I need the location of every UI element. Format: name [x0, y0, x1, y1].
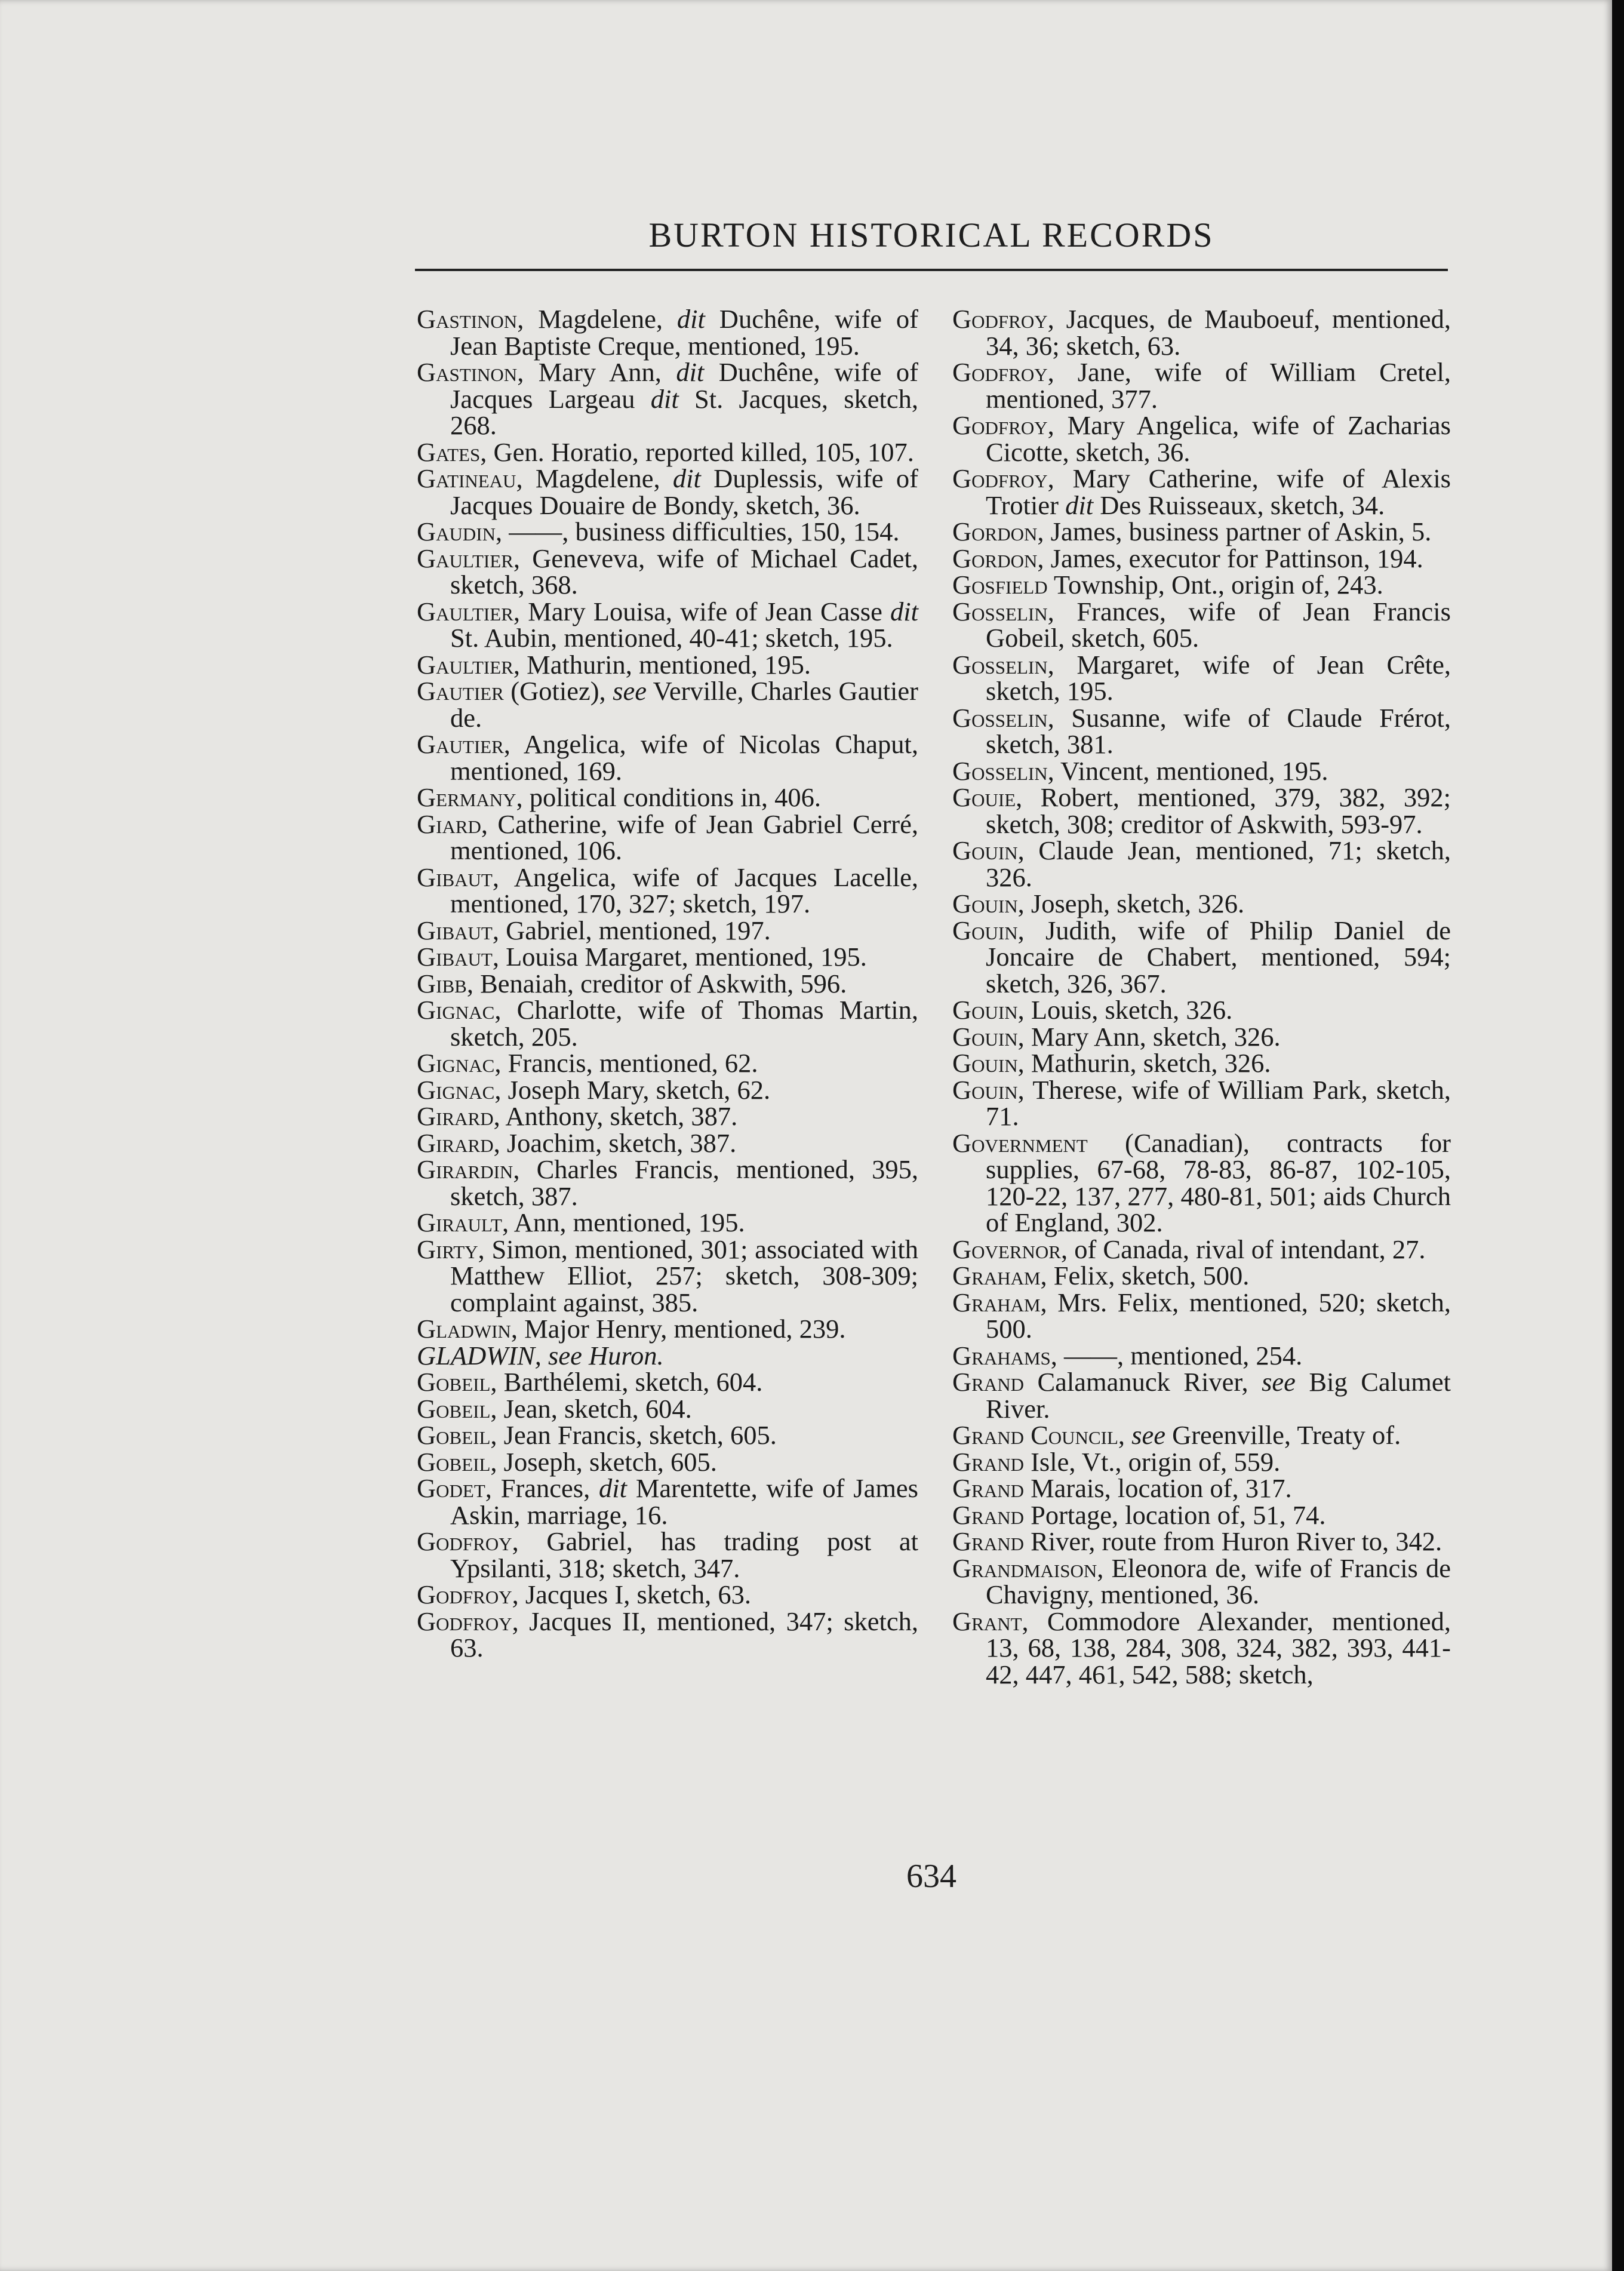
entry-heading: Gastinon [417, 304, 518, 334]
entry-italic: see [1262, 1367, 1296, 1397]
entry-text: , Margaret, wife of Jean Crête, sketch, 195. [986, 649, 1451, 706]
index-entry [952, 412, 1451, 465]
index-entry [417, 970, 918, 997]
index-entry [417, 1475, 918, 1528]
index-entry [417, 1127, 918, 1158]
index-entry [952, 571, 1451, 598]
entry-heading: Gobeil [417, 1393, 491, 1424]
entry-text: Duplessis, wife of Jacques Douaire de Bondy, sketch, 36. [450, 463, 918, 520]
entry-text: , Frances, wife of Jean Francis Gobeil, sketch, 605. [986, 596, 1451, 653]
entry-heading: Gouin [952, 889, 1018, 918]
entry-text: , Jacques II, mentioned, 347; sketch, 63. [450, 1606, 918, 1662]
entry-text: , James, business partner of Askin, 5. [1037, 517, 1432, 546]
entry-heading: Gordon [952, 543, 1038, 573]
entry-text: St. Aubin, mentioned, 40-41; sketch, 195. [450, 623, 893, 653]
entry-heading: Gosfield [952, 570, 1048, 600]
index-entry [952, 1446, 1451, 1477]
entry-text: , Jean, sketch, 604. [490, 1393, 692, 1424]
entry-heading: Government [952, 1127, 1088, 1158]
entry-heading: Girault [417, 1207, 502, 1237]
entry-heading: Giard [417, 809, 481, 839]
index-entry [417, 678, 918, 731]
entry-heading: Gautier [417, 676, 504, 706]
entry-text: St. Jacques, sketch, 268. [450, 383, 919, 440]
entry-text: , Gabriel, mentioned, 197. [492, 915, 771, 945]
entry-text: Marais, location of, 317. [1023, 1473, 1292, 1503]
entry-text: Duchêne, wife of Jacques Largeau [450, 357, 918, 414]
index-entry [952, 755, 1451, 786]
entry-text: , Mary Catherine, wife of Alexis Trotier [986, 463, 1451, 520]
index-entry [952, 1021, 1451, 1052]
entry-text: Greenville, Treaty of. [1165, 1420, 1401, 1450]
entry-heading: Gignac [417, 995, 495, 1025]
entry-heading: Godet [417, 1473, 485, 1503]
entry-text: , Mary Ann, [517, 357, 676, 387]
entry-text: , ——, business difficulties, 150, 154. [496, 517, 900, 546]
entry-italic: dit [650, 383, 679, 414]
entry-heading: Godfroy [952, 304, 1048, 334]
entry-text: , Francis, mentioned, 62. [494, 1048, 758, 1078]
entry-text: , Ann, mentioned, 195. [502, 1207, 745, 1237]
entry-heading: Grand [952, 1367, 1024, 1397]
index-entry [952, 649, 1451, 706]
entry-text: , Vincent, mentioned, 195. [1047, 755, 1328, 786]
index-entry [952, 306, 1451, 359]
entry-heading: Godfroy [952, 463, 1048, 493]
index-entry [417, 359, 918, 439]
entry-text: (Canadian), contracts for supplies, 67-68, 78-83, 86-87, 102-105, 120-22, 137, 277, 480-81, 501; aids Church of England, 302. [986, 1127, 1451, 1237]
index-entry [417, 649, 918, 680]
entry-text: , Magdelene, [517, 304, 677, 334]
index-entry [952, 1127, 1451, 1237]
running-header: BURTON HISTORICAL RECORDS [648, 216, 1214, 254]
index-entry [417, 1446, 918, 1477]
entry-text: , Gen. Horatio, reported killed, 105, 107. [480, 437, 914, 467]
entry-heading: Grant [952, 1606, 1022, 1636]
entry-text: , Commodore Alexander, mentioned, 13, 68, 138, 284, 308, 324, 382, 393, 441-42, 447, 461, 542, 588; sketch, [986, 1606, 1451, 1689]
page-number: 634 [906, 1858, 956, 1895]
entry-text: , Frances, [485, 1473, 599, 1503]
entry-heading: Girard [417, 1127, 494, 1158]
entry-text: , Benaiah, creditor of Askwith, 596. [466, 968, 847, 998]
entry-italic: see [1131, 1420, 1165, 1450]
index-entry [417, 944, 918, 970]
index-entry [417, 1209, 918, 1236]
entry-heading: Gaultier [417, 543, 513, 573]
entry-heading: Godfroy [952, 357, 1048, 387]
index-entry [417, 917, 918, 944]
index-entry [952, 1608, 1451, 1688]
entry-text: Verville, Charles Gautier de. [450, 676, 918, 733]
index-entry [417, 1369, 918, 1396]
entry-text: , Mrs. Felix, mentioned, 520; sketch, 500. [986, 1287, 1451, 1344]
entry-text: Township, Ont., origin of, 243. [1047, 570, 1383, 600]
index-entry [952, 702, 1451, 759]
index-entry [952, 890, 1451, 917]
entry-heading: Gignac [417, 1074, 495, 1105]
entry-text: , Geneveva, wife of Michael Cadet, sketch, 368. [450, 543, 918, 600]
index-entry [417, 731, 918, 784]
entry-text: , Charlotte, wife of Thomas Martin, sketch, 205. [450, 995, 918, 1052]
index-column-left [417, 306, 918, 1661]
entry-text: , ——, mentioned, 254. [1050, 1340, 1303, 1370]
index-entry [952, 997, 1451, 1024]
index-entry [952, 359, 1451, 412]
index-entry [952, 1499, 1451, 1530]
entry-text: , Joseph, sketch, 326. [1017, 889, 1245, 918]
entry-italic: dit [672, 463, 701, 493]
entry-heading: Governor [952, 1234, 1061, 1264]
index-entry [417, 1393, 918, 1424]
entry-heading: Gobeil [417, 1446, 491, 1477]
index-entry [417, 1608, 918, 1661]
entry-italic: dit [1065, 490, 1094, 520]
entry-heading: Gobeil [417, 1367, 491, 1397]
entry-heading: Grand [952, 1499, 1024, 1530]
entry-heading: Gibb [417, 968, 467, 998]
index-entry [952, 917, 1451, 997]
entry-heading: Gosselin [952, 755, 1048, 786]
entry-text: Calamanuck River, [1023, 1367, 1262, 1397]
entry-text: River, route from Huron River to, 342. [1023, 1526, 1442, 1556]
entry-heading: Gignac [417, 1048, 495, 1078]
index-entry [417, 1422, 918, 1449]
entry-heading: Grand [952, 1473, 1024, 1503]
entry-italic: see [613, 676, 647, 706]
entry-heading: Godfroy [417, 1606, 512, 1636]
index-entry [952, 518, 1451, 545]
entry-heading: Girty [417, 1234, 478, 1264]
index-entry [417, 1342, 918, 1369]
index-entry [952, 837, 1451, 890]
entry-heading: Grand [952, 1446, 1024, 1477]
entry-heading: Gastinon [417, 357, 518, 387]
index-entry [417, 518, 918, 545]
entry-text: Big Calumet River. [986, 1367, 1451, 1424]
entry-heading: Gautier [417, 729, 504, 759]
entry-text: , Joseph Mary, sketch, 62. [494, 1074, 771, 1105]
index-entry [417, 1236, 918, 1316]
entry-heading: Gouin [952, 915, 1018, 945]
index-entry [417, 1156, 918, 1209]
entry-heading: Gouie [952, 782, 1016, 812]
index-entry [952, 1289, 1451, 1342]
entry-text: , Felix, sketch, 500. [1040, 1261, 1250, 1290]
entry-text: , Magdelene, [516, 463, 673, 493]
index-entry [417, 811, 918, 864]
entry-text: , Louis, sketch, 326. [1017, 995, 1233, 1025]
index-entry [952, 465, 1451, 518]
entry-text: , Mary Louisa, wife of Jean Casse [513, 596, 891, 626]
entry-heading: Gosselin [952, 596, 1048, 626]
entry-heading: Gibaut [417, 862, 493, 892]
entry-heading: Gouin [952, 995, 1018, 1025]
index-column-right [952, 306, 1451, 1688]
index-entry [417, 306, 918, 359]
entry-text: , Jacques I, sketch, 63. [512, 1579, 752, 1609]
entry-heading: Grand Council [952, 1420, 1118, 1450]
entry-text: , Simon, mentioned, 301; associated with Matthew Elliot, 257; sketch, 308-309; complaint against, 385. [450, 1234, 918, 1317]
entry-text: , Angelica, wife of Jacques Lacelle, mentioned, 170, 327; sketch, 197. [450, 862, 918, 918]
entry-text: , Jacques, de Mauboeuf, mentioned, 34, 36; sketch, 63. [986, 304, 1451, 361]
index-entry [952, 1422, 1451, 1449]
entry-text: , Jane, wife of William Cretel, mentioned, 377. [986, 357, 1451, 414]
entry-text: , Judith, wife of Philip Daniel de Joncaire de Chabert, mentioned, 594; sketch, 326, 367. [986, 915, 1451, 998]
entry-heading: Graham [952, 1287, 1041, 1317]
entry-text: , Robert, mentioned, 379, 382, 392; sketch, 308; creditor of Askwith, 593-97. [986, 782, 1451, 839]
index-entry [952, 1074, 1451, 1131]
entry-text: , [1118, 1420, 1132, 1450]
entry-text: , Therese, wife of William Park, sketch, 71. [986, 1074, 1451, 1131]
entry-text: , James, executor for Pattinson, 194. [1037, 543, 1423, 573]
entry-heading: Gosselin [952, 649, 1048, 680]
entry-text: Isle, Vt., origin of, 559. [1023, 1446, 1281, 1477]
entry-italic-heading: GLADWIN, see Huron. [417, 1340, 664, 1370]
entry-text: , Joachim, sketch, 387. [493, 1127, 737, 1158]
index-entry [417, 997, 918, 1050]
index-entry [952, 784, 1451, 837]
entry-text: , Mary Angelica, wife of Zacharias Cicotte, sketch, 36. [986, 410, 1451, 467]
index-entry [417, 784, 918, 811]
entry-text: , Claude Jean, mentioned, 71; sketch, 326. [986, 835, 1451, 892]
entry-text: , Jean Francis, sketch, 605. [490, 1420, 777, 1450]
entry-heading: Grahams [952, 1340, 1051, 1370]
entry-heading: Gosselin [952, 702, 1048, 733]
entry-text: , Anthony, sketch, 387. [493, 1101, 738, 1131]
entry-text: Marentette, wife of James Askin, marriage, 16. [450, 1473, 918, 1530]
index-entry [417, 598, 918, 652]
entry-text: , Catherine, wife of Jean Gabriel Cerré, mentioned, 106. [450, 809, 918, 865]
entry-text: , Charles Francis, mentioned, 395, sketch, 387. [450, 1154, 918, 1211]
entry-italic: dit [676, 357, 705, 387]
entry-text: , Eleonora de, wife of Francis de Chavigny, mentioned, 36. [986, 1553, 1451, 1609]
entry-text: , political conditions in, 406. [516, 782, 821, 812]
entry-heading: Gaultier [417, 649, 513, 680]
entry-heading: Gatineau [417, 463, 516, 493]
entry-text: Des Ruisseaux, sketch, 34. [1093, 490, 1385, 520]
entry-italic: dit [676, 304, 705, 334]
index-entry [952, 1236, 1451, 1263]
entry-heading: Godfroy [417, 1526, 512, 1556]
index-entry [417, 465, 918, 518]
entry-heading: Godfroy [417, 1579, 512, 1609]
index-entry [952, 1475, 1451, 1502]
entry-text: , Gabriel, has trading post at Ypsilanti, 318; sketch, 347. [450, 1526, 918, 1583]
entry-heading: Gouin [952, 1048, 1018, 1078]
entry-heading: Gaudin [417, 517, 496, 546]
entry-heading: Gates [417, 437, 481, 467]
index-entry [417, 1050, 918, 1077]
entry-heading: Gibaut [417, 942, 493, 972]
entry-heading: Gouin [952, 1021, 1018, 1052]
entry-heading: Gouin [952, 835, 1018, 865]
entry-text: , Susanne, wife of Claude Frérot, sketch, 381. [986, 702, 1451, 759]
entry-italic: dit [890, 596, 918, 626]
entry-heading: Grand [952, 1526, 1024, 1556]
entry-heading: Gobeil [417, 1420, 491, 1450]
entry-text: , Mary Ann, sketch, 326. [1017, 1021, 1281, 1052]
entry-heading: Gordon [952, 517, 1038, 546]
entry-heading: Girardin [417, 1154, 513, 1184]
index-entry [417, 1074, 918, 1105]
entry-heading: Gouin [952, 1074, 1018, 1105]
entry-heading: Girard [417, 1101, 494, 1131]
index-entry [952, 1528, 1451, 1555]
index-entry [417, 1316, 918, 1342]
entry-heading: Godfroy [952, 410, 1048, 440]
entry-text: , Mathurin, sketch, 326. [1017, 1048, 1271, 1078]
entry-text: , Angelica, wife of Nicolas Chaput, mentioned, 169. [450, 729, 918, 786]
entry-text: , Barthélemi, sketch, 604. [490, 1367, 763, 1397]
index-entry [417, 864, 918, 917]
entry-heading: Gladwin [417, 1314, 511, 1344]
index-entry [952, 1555, 1451, 1608]
index-entry [952, 1262, 1451, 1289]
index-entry [952, 598, 1451, 652]
entry-text: , Louisa Margaret, mentioned, 195. [492, 942, 867, 972]
entry-text: , Mathurin, mentioned, 195. [513, 649, 811, 680]
index-entry [952, 545, 1451, 572]
header-rule [415, 269, 1448, 271]
index-entry [417, 545, 918, 598]
index-entry [417, 1528, 918, 1581]
entry-heading: Gibaut [417, 915, 493, 945]
entry-heading: Graham [952, 1261, 1041, 1290]
index-entry [952, 1342, 1451, 1369]
entry-italic: dit [599, 1473, 628, 1503]
entry-text: , Joseph, sketch, 605. [490, 1446, 717, 1477]
index-entry [417, 1581, 918, 1608]
index-entry [952, 1050, 1451, 1077]
index-entry [417, 439, 918, 466]
entry-text: Portage, location of, 51, 74. [1023, 1499, 1326, 1530]
entry-heading: Germany [417, 782, 516, 812]
entry-text: Duchêne, wife of Jean Baptiste Creque, mentioned, 195. [450, 304, 919, 361]
index-entry [952, 1369, 1451, 1422]
entry-heading: Gaultier [417, 596, 513, 626]
index-entry [417, 1103, 918, 1130]
entry-text: (Gotiez), [503, 676, 613, 706]
entry-text: , Major Henry, mentioned, 239. [510, 1314, 846, 1344]
entry-heading: Grandmaison [952, 1553, 1097, 1583]
entry-text: , of Canada, rival of intendant, 27. [1060, 1234, 1426, 1264]
